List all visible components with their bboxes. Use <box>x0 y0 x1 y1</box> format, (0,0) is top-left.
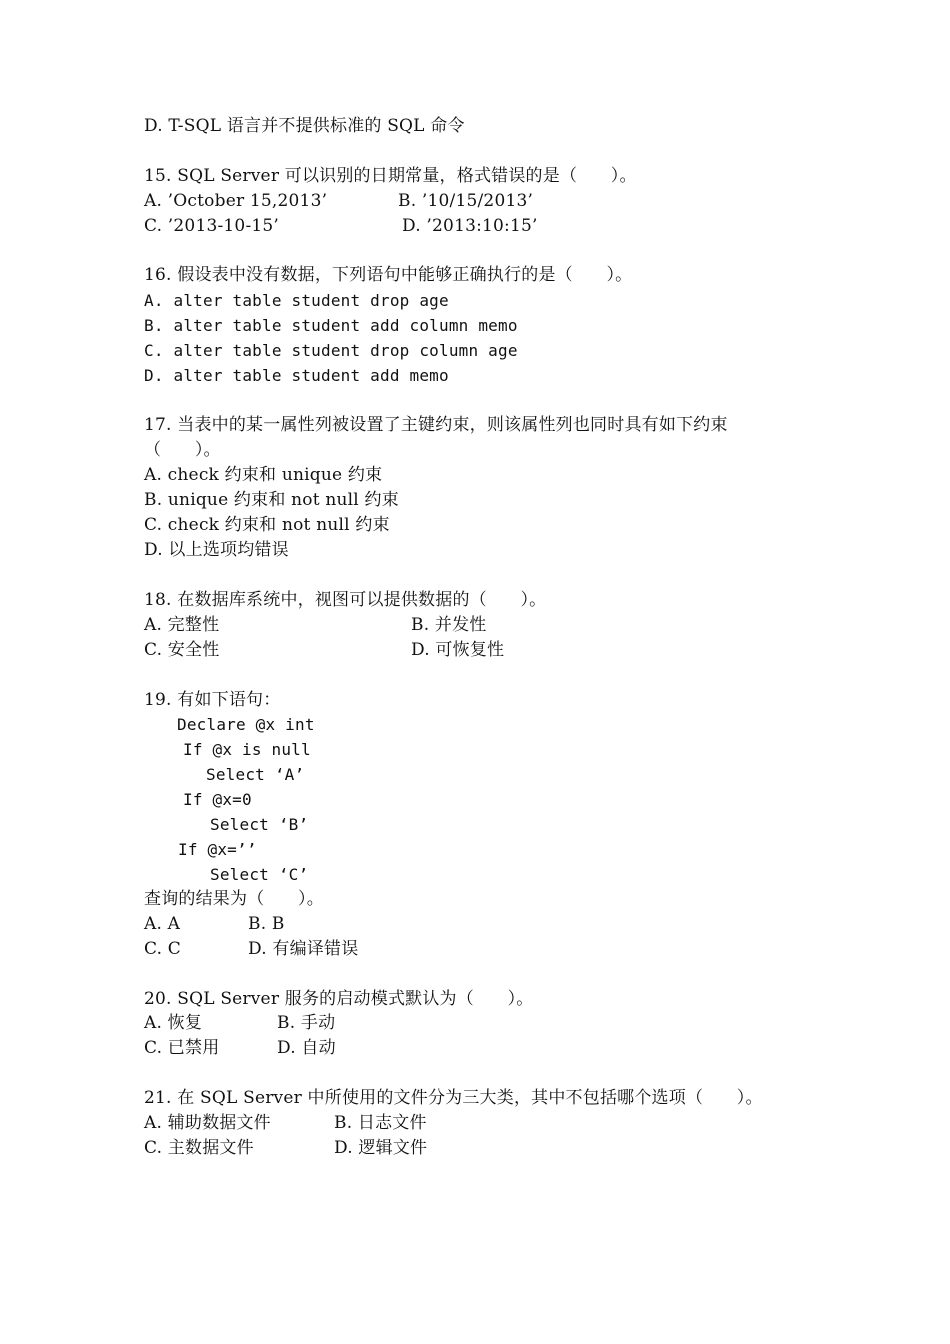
q15-option-b: B. ’10/15/2013’ <box>398 191 534 211</box>
q19-code-line: If @x=0 <box>183 790 252 809</box>
q17-option-d: D. 以上选项均错误 <box>144 540 289 560</box>
q18-option-d: D. 可恢复性 <box>411 640 505 660</box>
q17-stem-cont: （ ）。 <box>144 440 221 460</box>
q16-stem: 16. 假设表中没有数据，下列语句中能够正确执行的是（ ）。 <box>144 265 633 285</box>
q16-option-a: A. alter table student drop age <box>144 291 449 310</box>
q21-option-d: D. 逻辑文件 <box>334 1138 428 1158</box>
q20-option-b: B. 手动 <box>277 1013 336 1033</box>
q18-option-c: C. 安全性 <box>144 640 220 660</box>
q19-code-line: Declare @x int <box>177 715 315 734</box>
q21-option-c: C. 主数据文件 <box>144 1138 254 1158</box>
q16-option-c: C. alter table student drop column age <box>144 341 518 360</box>
q18-stem: 18. 在数据库系统中，视图可以提供数据的（ ）。 <box>144 590 547 610</box>
q19-stem: 19. 有如下语句： <box>144 690 281 710</box>
q19-code-line: If @x is null <box>183 740 311 759</box>
q14-option-d: D. T-SQL 语言并不提供标准的 SQL 命令 <box>144 116 465 136</box>
q20-option-a: A. 恢复 <box>144 1013 203 1033</box>
q18-option-a: A. 完整性 <box>144 615 220 635</box>
q17-option-b: B. unique 约束和 not null 约束 <box>144 490 399 510</box>
q16-option-b: B. alter table student add column memo <box>144 316 518 335</box>
q17-option-a: A. check 约束和 unique 约束 <box>144 465 383 485</box>
q16-option-d: D. alter table student add memo <box>144 366 449 385</box>
q18-option-b: B. 并发性 <box>411 615 487 635</box>
q19-question: 查询的结果为（ ）。 <box>144 889 324 909</box>
q19-option-c: C. C <box>144 939 182 959</box>
q15-option-a: A. ’October 15,2013’ <box>144 191 328 211</box>
q20-option-c: C. 已禁用 <box>144 1038 220 1058</box>
q19-option-d: D. 有编译错误 <box>248 939 359 959</box>
q15-stem: 15. SQL Server 可以识别的日期常量，格式错误的是（ ）。 <box>144 166 637 186</box>
q21-option-a: A. 辅助数据文件 <box>144 1113 271 1133</box>
q17-stem: 17. 当表中的某一属性列被设置了主键约束，则该属性列也同时具有如下约束 <box>144 415 728 435</box>
q19-option-b: B. B <box>248 914 285 934</box>
q15-option-c: C. ’2013-10-15’ <box>144 216 280 236</box>
q19-code-line: If @x=’’ <box>178 840 257 859</box>
q20-option-d: D. 自动 <box>277 1038 336 1058</box>
q21-option-b: B. 日志文件 <box>334 1113 427 1133</box>
q19-code-line: Select ‘B’ <box>210 815 309 834</box>
q19-option-a: A. A <box>144 914 181 934</box>
q21-stem: 21. 在 SQL Server 中所使用的文件分为三大类，其中不包括哪个选项（ ）。 <box>144 1088 763 1108</box>
q20-stem: 20. SQL Server 服务的启动模式默认为（ ）。 <box>144 989 534 1009</box>
q17-option-c: C. check 约束和 not null 约束 <box>144 515 390 535</box>
q15-option-d: D. ’2013:10:15’ <box>402 216 538 236</box>
q19-code-line: Select ‘C’ <box>210 865 309 884</box>
q19-code-line: Select ‘A’ <box>206 765 305 784</box>
